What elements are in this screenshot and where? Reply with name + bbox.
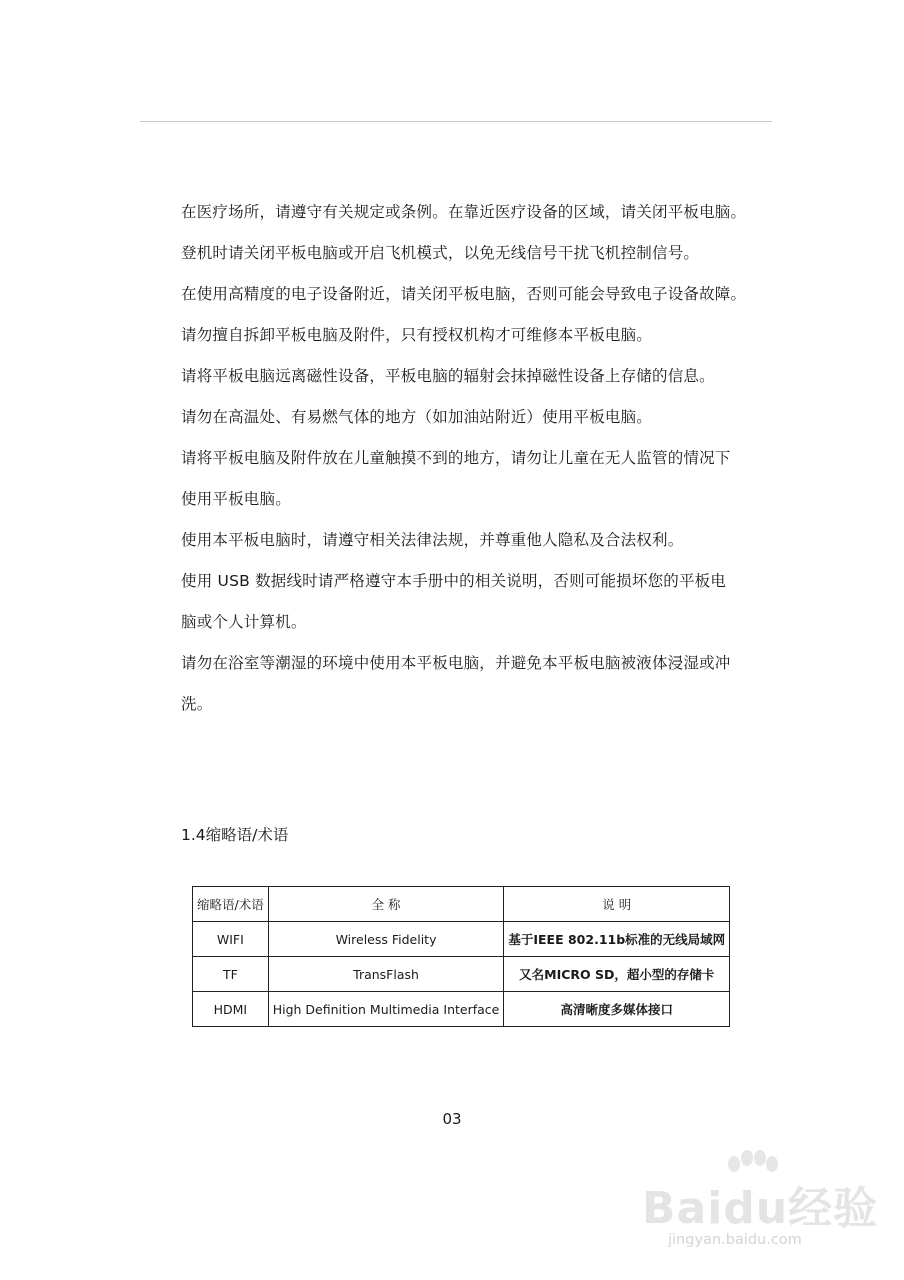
paragraph: 脑或个人计算机。 [181, 613, 307, 631]
paragraph: 在医疗场所，请遵守有关规定或条例。在靠近医疗设备的区域，请关闭平板电脑。 [181, 203, 747, 221]
paragraph: 使用平板电脑。 [181, 490, 291, 508]
paragraph: 使用 USB 数据线时请严格遵守本手册中的相关说明，否则可能损坏您的平板电 [181, 572, 727, 590]
safety-notice-list [181, 192, 771, 725]
baidu-watermark [642, 1150, 879, 1260]
section-heading: 1.4缩略语/术语 [181, 826, 289, 844]
table-header-row [193, 887, 730, 922]
watermark-logo-text: Baidu经验 [642, 1183, 879, 1234]
table-cell: 基于IEEE 802.11b标准的无线局域网 [504, 922, 730, 957]
table-cell: HDMI [193, 992, 269, 1027]
paragraph: 请将平板电脑远离磁性设备，平板电脑的辐射会抹掉磁性设备上存储的信息。 [181, 367, 715, 385]
paragraph: 在使用高精度的电子设备附近，请关闭平板电脑，否则可能会导致电子设备故障。 [181, 285, 747, 303]
paragraph: 登机时请关闭平板电脑或开启飞机模式，以免无线信号干扰飞机控制信号。 [181, 244, 700, 262]
watermark-url: jingyan.baidu.com [668, 1232, 802, 1248]
table-cell: Wireless Fidelity [268, 922, 504, 957]
column-header: 缩略语/术语 [193, 887, 269, 922]
column-header: 说 明 [504, 887, 730, 922]
paragraph: 请勿擅自拆卸平板电脑及附件，只有授权机构才可维修本平板电脑。 [181, 326, 653, 344]
table-row [193, 922, 730, 957]
paragraph: 洗。 [181, 695, 213, 713]
table-row [193, 957, 730, 992]
table-cell: 高清晰度多媒体接口 [504, 992, 730, 1027]
table-cell: 又名MICRO SD，超小型的存储卡 [504, 957, 730, 992]
table-cell: High Definition Multimedia Interface [268, 992, 504, 1027]
abbreviation-table [192, 886, 730, 1027]
column-header: 全 称 [268, 887, 504, 922]
table-cell: TF [193, 957, 269, 992]
table-cell: WIFI [193, 922, 269, 957]
paragraph: 请将平板电脑及附件放在儿童触摸不到的地方，请勿让儿童在无人监管的情况下 [181, 449, 731, 467]
paragraph: 使用本平板电脑时，请遵守相关法律法规，并尊重他人隐私及合法权利。 [181, 531, 684, 549]
table-row [193, 992, 730, 1027]
page-number: 03 [442, 1110, 462, 1128]
paragraph: 请勿在浴室等潮湿的环境中使用本平板电脑，并避免本平板电脑被液体浸湿或冲 [181, 654, 731, 672]
paragraph: 请勿在高温处、有易燃气体的地方（如加油站附近）使用平板电脑。 [181, 408, 653, 426]
table-cell: TransFlash [268, 957, 504, 992]
header-divider [140, 121, 772, 122]
